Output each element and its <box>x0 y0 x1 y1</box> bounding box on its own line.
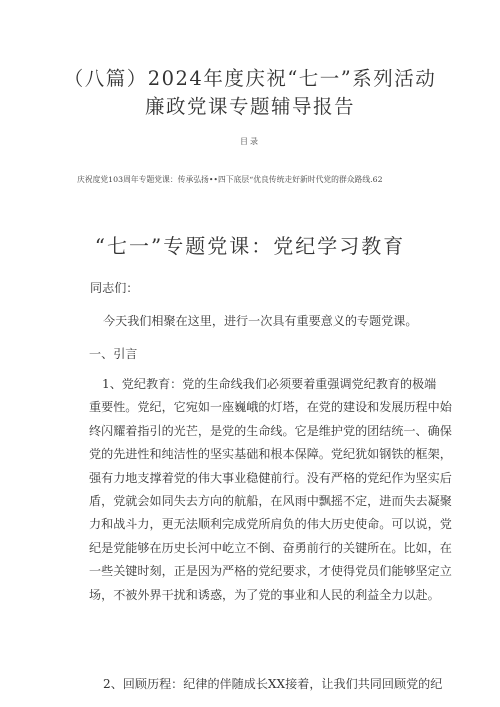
heading-introduction: 一、引言 <box>89 347 138 361</box>
paragraph-line: 强有力地支撑着党的伟大事业稳健前行。没有严格的党纪作为坚实后 <box>89 470 452 485</box>
section-title: “七一”专题党课：党纪学习教育 <box>94 234 406 258</box>
paragraph-line: 纪是党能够在历史长河中屹立不倒、奋勇前行的关键所在。比如，在 <box>89 540 452 555</box>
document-title-line-1: （八篇）2024年度庆祝“七一”系列活动 <box>63 67 437 90</box>
paragraph-line: 力和战斗力，更无法顺利完成党所肩负的伟大历史使命。可以说，党 <box>89 517 452 532</box>
paragraph-line: 场，不被外界干扰和诱惑，为了党的事业和人民的利益全力以赴。 <box>89 587 440 602</box>
paragraph-review-start: 2、回顾历程：纪律的伴随成长XX接着，让我们共同回顾党的纪 <box>103 677 443 691</box>
toc-entry[interactable]: 庆祝度党103周年专题党课：传承弘扬••四下底层“优良传统走好新时代党的群众路线.62 <box>77 175 383 184</box>
paragraph-line: 1、党纪教育：党的生命线我们必须要着重强调党纪教育的极端 <box>102 377 437 391</box>
intro-paragraph: 今天我们相聚在这里，进行一次具有重要意义的专题党课。 <box>103 314 418 328</box>
paragraph-line: 党的先进性和纯洁性的坚实基础和根本保障。党纪犹如钢铁的框架， <box>89 447 452 462</box>
paragraph-line: 重要性。党纪，它宛如一座巍峨的灯塔，在党的建设和发展历程中始 <box>89 400 452 415</box>
document-title-line-2: 廉政党课专题辅导报告 <box>144 95 355 118</box>
paragraph-line: 盾，党就会如同失去方向的航船，在风雨中飘摇不定，进而失去凝聚 <box>89 493 452 508</box>
toc-heading: 目录 <box>240 137 260 146</box>
greeting: 同志们： <box>90 281 139 295</box>
paragraph-party-discipline <box>89 373 452 607</box>
paragraph-line: 终闪耀着指引的光芒，是党的生命线。它是维护党的团结统一、确保 <box>89 423 452 438</box>
paragraph-line: 一些关键时刻，正是因为严格的党纪要求，才使得党员们能够坚定立 <box>89 564 452 579</box>
